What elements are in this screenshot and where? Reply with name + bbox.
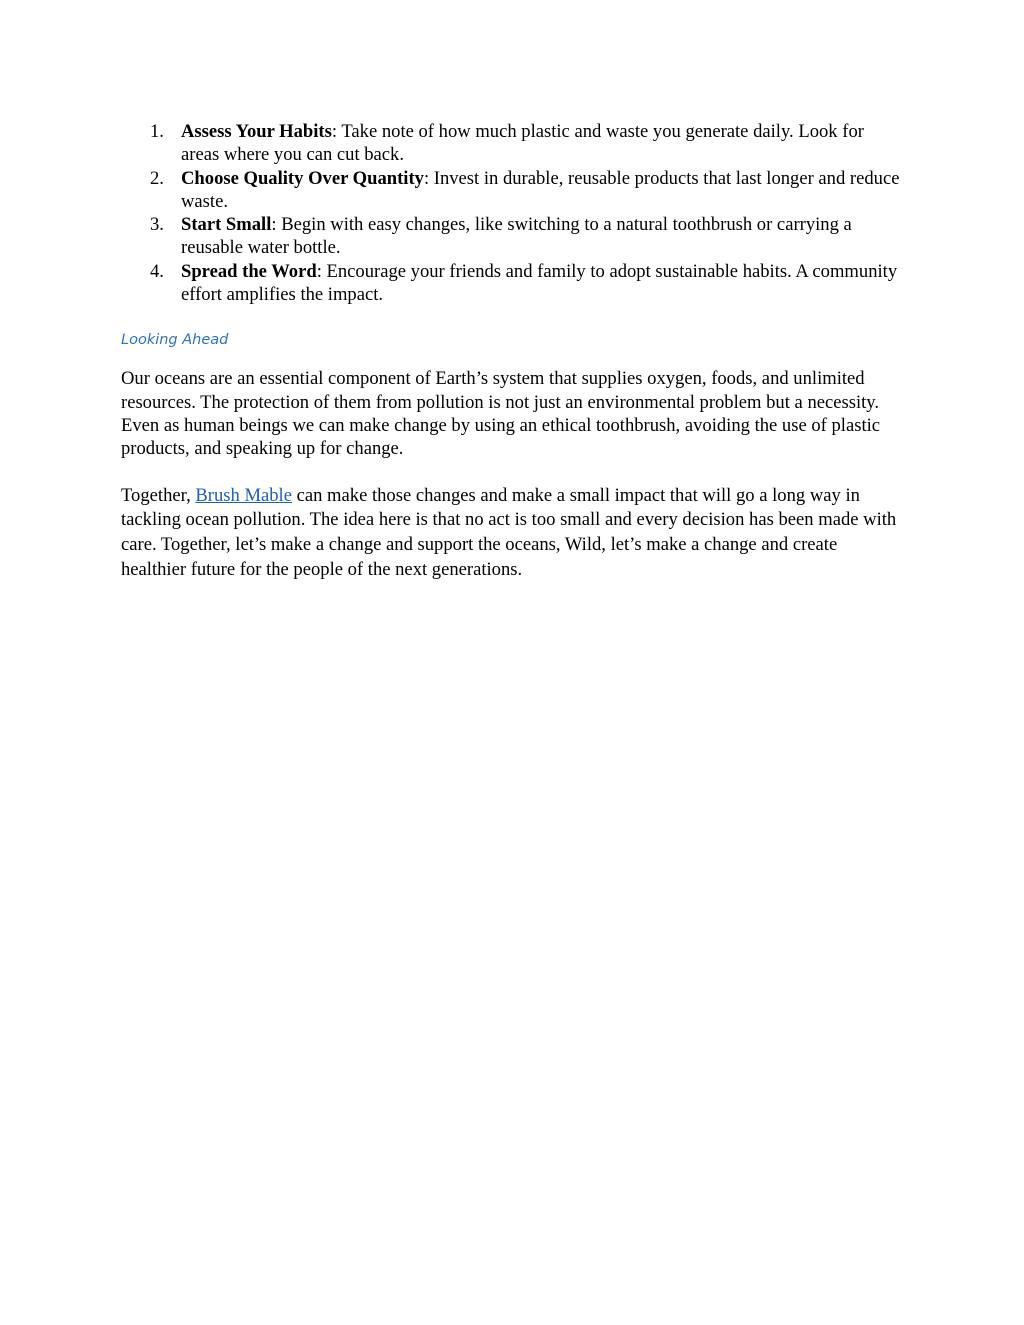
- list-item-text: : Encourage your friends and family to adopt sustainable habits. A community effort amplifies the impact.: [181, 260, 898, 306]
- list-number: 1.: [150, 121, 164, 142]
- list-number: 3.: [150, 214, 164, 236]
- list-item: [121, 120, 906, 167]
- section-heading: Looking Ahead: [121, 332, 229, 349]
- list-item: [121, 260, 906, 307]
- list-item-text: : Take note of how much plastic and waste you generate daily. Look for areas where you can cut back.: [181, 121, 864, 166]
- list-number: 4.: [150, 260, 164, 282]
- list-item: [121, 213, 906, 260]
- brush-mable-link[interactable]: Brush Mable: [195, 484, 292, 506]
- tips-list: [121, 120, 906, 306]
- list-item-title: Start Small: [181, 214, 272, 236]
- page-content: [121, 120, 906, 583]
- list-item-title: Spread the Word: [181, 260, 317, 282]
- paragraph-text: can make those changes and make a small impact that will go a long way in tackling ocean pollution. The idea here is that no act is too small and every decision has been made with care. Together, let’s make a change and support the oceans, Wild, let’s make a change and create healthier future for the people of the next generations.: [121, 484, 897, 580]
- list-number: 2.: [150, 167, 164, 189]
- list-item-text: : Invest in durable, reusable products that last longer and reduce waste.: [181, 167, 900, 212]
- list-item-text: : Begin with easy changes, like switching to a natural toothbrush or carrying a reusable water bottle.: [181, 214, 852, 259]
- list-item-title: Choose Quality Over Quantity: [181, 167, 424, 189]
- list-item: [121, 167, 906, 214]
- body-paragraph: Our oceans are an essential component of Earth’s system that supplies oxygen, foods, and unlimited resources. The protection of them from pollution is not just an environmental problem but a necessity. Even as human beings we can make change by using an ethical toothbrush, avoiding the use of plastic products, and speaking up for change.: [121, 368, 881, 460]
- paragraph-text: Together,: [121, 484, 196, 506]
- list-item-title: Assess Your Habits: [181, 121, 332, 142]
- closing-paragraph: [121, 484, 906, 583]
